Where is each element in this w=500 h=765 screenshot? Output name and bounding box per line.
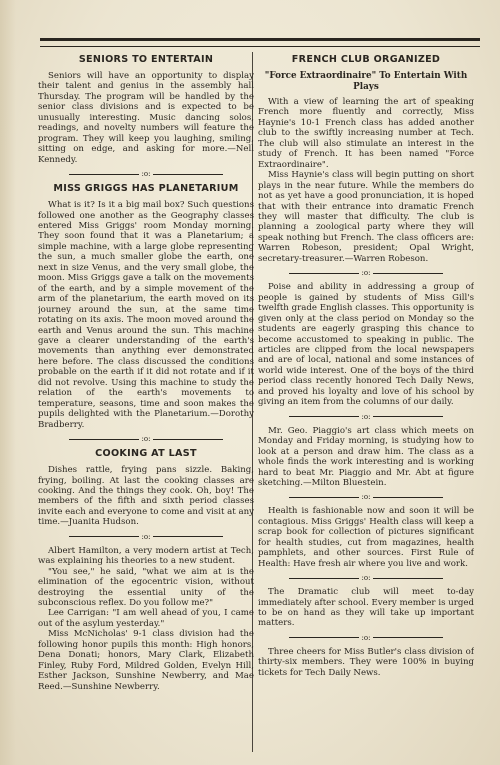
article-honors-text: Miss McNicholas' 9-1 class division had the following honor pupils this month: High honors, Dena Donati; honors, Mary Clark, Elizabeth Finley, Ruby Ford, Mildred Golden, Evelyn Hill, Esther Jackson, Sunshine Newberry, and Mae Reed.—Sunshine Newberry. xyxy=(38,629,254,692)
torn-paper-edge xyxy=(0,0,16,765)
article-planetarium-text: What is it? Is it a big mail box? Such questions followed one another as the Geography classes entered Miss Griggs' room Monday morning. They soon found that it was a Planetarium; a simple machine, with a large globe representing the sun, a much smaller globe the earth, one next in size Venus, and the very small globe, the moon. Miss Griggs gave a talk on the movements of the earth, and by a simple movement of the arm of the planetarium, the earth moved on its journey around the sun, at the same time rotating on its axis. The moon moved around the earth and Venus around the sun. This machine gave a clearer understanding of the earth's movements than anything ever demonstrated here before. The class discussed the conditions probable on the earth if it did not rotate and if it did not revolve. Using this machine to study the relation of the earth's movements to temperature, seasons, time and soon makes the pupils delighted with the Planetarium.—Dorothy Bradberry. xyxy=(38,200,254,430)
separator: :o: xyxy=(258,633,474,643)
headline-french-club: FRENCH CLUB ORGANIZED xyxy=(291,54,441,65)
article-health-text: Health is fashionable now and soon it will be contagious. Miss Griggs' Health class will keep a scrap book for collection of pictures significant for health studies, cut from magazines, health pamphlets, and other sources. First Rule of Health: Have fresh air where you live and work. xyxy=(258,506,474,569)
article-cooking-text: Dishes rattle, frying pans sizzle. Baking, frying, boiling. At last the cooking classes are cooking. And the things they cook. Oh, boy! The members of the fifth and sixth period classes invite each and everyone to come and visit at any time.—Juanita Hudson. xyxy=(38,465,254,528)
separator: :o: xyxy=(38,169,254,179)
article-dramatic-club-text: The Dramatic club will meet to-day immediately after school. Every member is urged to be on hand as they will take up important matters. xyxy=(258,587,474,629)
article-poise-text: Poise and ability in addressing a group of people is gained by students of Miss Gill's twelfth grade English classes. This opportunity is given only at the class period on Monday so the students are eagerly grasping this chance to become accustomed to speaking in public. The articles are clipped from the local newspapers and are of local, national and some instances of world wide interest. One of the boys of the third period class recently honored Tech Daily News, and proved his loyalty and love of his school by giving an item from the columns of our daily. xyxy=(258,282,474,408)
separator: :o: xyxy=(258,268,474,278)
article-french-p1: With a view of learning the art of speaking French more fluently and correctly, Miss Haynie's 10-1 French class has added another club to the swiftly increasing number at Tech. The club will also stimulate an interest in the study of French. It has been named "Force Extraordinaire". xyxy=(258,97,474,170)
article-hamilton-p1: Albert Hamilton, a very modern artist at Tech, was explaining his theories to a new student. xyxy=(38,545,254,567)
headline-seniors: SENIORS TO ENTERTAIN xyxy=(78,54,214,65)
article-butler-class-text: Three cheers for Miss Butler's class division of thirty-six members. They were 100% in buying tickets for Tech Daily News. xyxy=(258,646,474,678)
article-french-p2: Miss Haynie's class will begin putting on short plays in the near future. While the members do not as yet have a good pronunciation, it is hoped that with their entrance into dramatic French they will master that difficulty. The club is planning a zoological party where they will speak nothing but French. The class officers are: Warren Robeson, president; Opal Wright, secretary-treasurer.—Warren Robeson. xyxy=(258,170,474,264)
article-hamilton-p2: "You see," he said, "what we aim at is the elimination of the egocentric vision, without destroying the essential unity of the subconscious reflex. Do you follow me?" xyxy=(38,566,254,609)
separator: :o: xyxy=(258,412,474,422)
masthead-rule xyxy=(40,38,480,47)
separator: :o: xyxy=(38,532,254,542)
separator: :o: xyxy=(258,573,474,583)
article-hamilton-p3: Lee Carrigan: "I am well ahead of you, I came out of the asylum yesterday." xyxy=(38,608,254,629)
article-seniors-text: Seniors will have an opportunity to display their talent and genius in the assembly hall Thursday. The program will be handled by the senior class divisions and is expected to be unusually interesting. Music dancing solos, readings, and novelty numbers will feature the program. They will keep you laughing, smiling, sitting on edge, and asking for more.—Nell Kennedy. xyxy=(38,71,254,165)
headline-cooking: COOKING AT LAST xyxy=(95,448,197,460)
headline-planetarium: MISS GRIGGS HAS PLANETARIUM xyxy=(53,183,239,195)
separator: :o: xyxy=(258,492,474,502)
article-art-class-text: Mr. Geo. Piaggio's art class which meets on Monday and Friday morning, is studying how to look at a person and draw him. The class as a whole finds the work interesting and is working hard to beat Mr. Piaggio and Mr. Abt at figure sketching.—Milton Bluestein. xyxy=(258,425,474,488)
subheadline-french-club: "Force Extraordinaire" To Entertain With Plays xyxy=(264,71,468,92)
left-column xyxy=(38,52,254,760)
right-column xyxy=(258,52,474,760)
separator: :o: xyxy=(38,434,254,444)
